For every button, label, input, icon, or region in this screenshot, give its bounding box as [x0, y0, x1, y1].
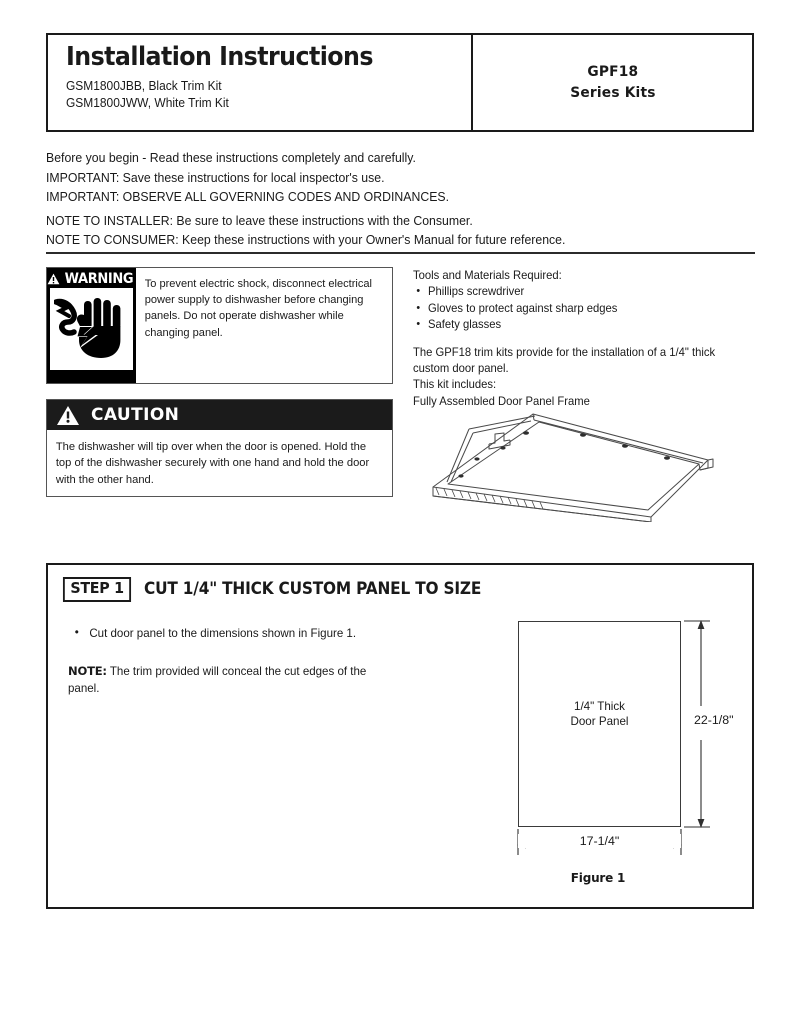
electric-shock-hand-icon: [50, 288, 133, 370]
intro-line-important-inspector: IMPORTANT: Save these instructions for local inspector's use.: [46, 169, 385, 185]
warning-box: [46, 267, 393, 384]
document-header: [46, 33, 754, 132]
warning-message: To prevent electric shock, disconnect electrical power supply to dishwasher before changing panels. Do not operate dishwasher while changing panel.: [144, 278, 372, 339]
door-panel-label-line2: Door Panel: [570, 715, 629, 729]
tools-title: Tools and Materials Required:: [413, 269, 562, 282]
door-panel-label-line1: 1/4" Thick: [574, 700, 625, 713]
tools-and-materials: [413, 268, 758, 410]
caution-triangle-icon: [56, 405, 80, 426]
kit-includes-label: This kit includes:: [413, 378, 497, 392]
intro-line-important-codes: IMPORTANT: OBSERVE ALL GOVERNING CODES AND ORDINANCES.: [46, 189, 450, 204]
model-line-white: GSM1800JWW, White Trim Kit: [66, 95, 229, 110]
model-line-black: GSM1800JBB, Black Trim Kit: [66, 79, 222, 94]
step-1-note: [68, 663, 398, 697]
step-1-body: [68, 625, 438, 697]
warning-triangle-icon: [47, 273, 60, 285]
header-kit-cell: [473, 35, 752, 130]
kit-series: Series Kits: [569, 84, 656, 101]
model-list: [66, 78, 471, 111]
warning-header-band: [47, 268, 136, 288]
header-title-cell: [48, 35, 473, 130]
step-number-badge: STEP 1: [63, 577, 131, 602]
intro-line-note-installer: NOTE TO INSTALLER: Be sure to leave these instructions with the Consumer.: [46, 212, 473, 228]
panel-width-dimension: 17-1/4": [518, 834, 681, 848]
panel-height-dimension: 22-1/8": [694, 713, 734, 727]
caution-label-text: CAUTION: [91, 404, 180, 425]
dimension-lines: [448, 605, 748, 895]
kit-name: GPF18: [587, 63, 638, 80]
tools-item-gloves: • Gloves to protect against sharp edges: [428, 301, 748, 317]
figure-1-caption: Figure 1: [570, 871, 626, 885]
tools-list: [413, 284, 758, 333]
step-1-instruction: • Cut door panel to the dimensions shown in Figure 1.: [68, 625, 427, 642]
warning-label-panel: [47, 268, 136, 383]
intro-line-before-you-begin: Before you begin - Read these instructions completely and carefully.: [46, 150, 416, 165]
intro-notices: [46, 148, 758, 250]
page-title: Installation Instructions: [66, 42, 373, 72]
door-panel-frame-drawing: [403, 404, 748, 522]
step-1-header: [48, 565, 752, 602]
kit-description: The GPF18 trim kits provide for the installation of a 1/4" thick custom door panel.: [413, 345, 716, 376]
step-note-text: The trim provided will conceal the cut edges of the panel.: [68, 664, 367, 695]
caution-header-band: [47, 400, 392, 430]
step-1-section: [46, 563, 754, 909]
caution-message: The dishwasher will tip over when the door is opened. Hold the top of the dishwasher securely with one hand and hold the door with the other hand.: [55, 441, 370, 486]
caution-box: [46, 399, 393, 497]
section-divider: [46, 252, 755, 254]
intro-line-note-consumer: NOTE TO CONSUMER: Keep these instructions with your Owner's Manual for future reference.: [46, 232, 566, 247]
figure-1: [448, 605, 748, 895]
tools-item-screwdriver: • Phillips screwdriver: [428, 284, 748, 300]
step-1-title: CUT 1/4" THICK CUSTOM PANEL TO SIZE: [144, 579, 482, 598]
warning-footer-band: [47, 370, 136, 383]
step-note-label: NOTE:: [68, 664, 107, 678]
warning-label-text: WARNING: [64, 270, 134, 287]
kit-part-name: Fully Assembled Door Panel Frame: [413, 394, 590, 408]
tools-item-safety-glasses: • Safety glasses: [428, 317, 748, 333]
